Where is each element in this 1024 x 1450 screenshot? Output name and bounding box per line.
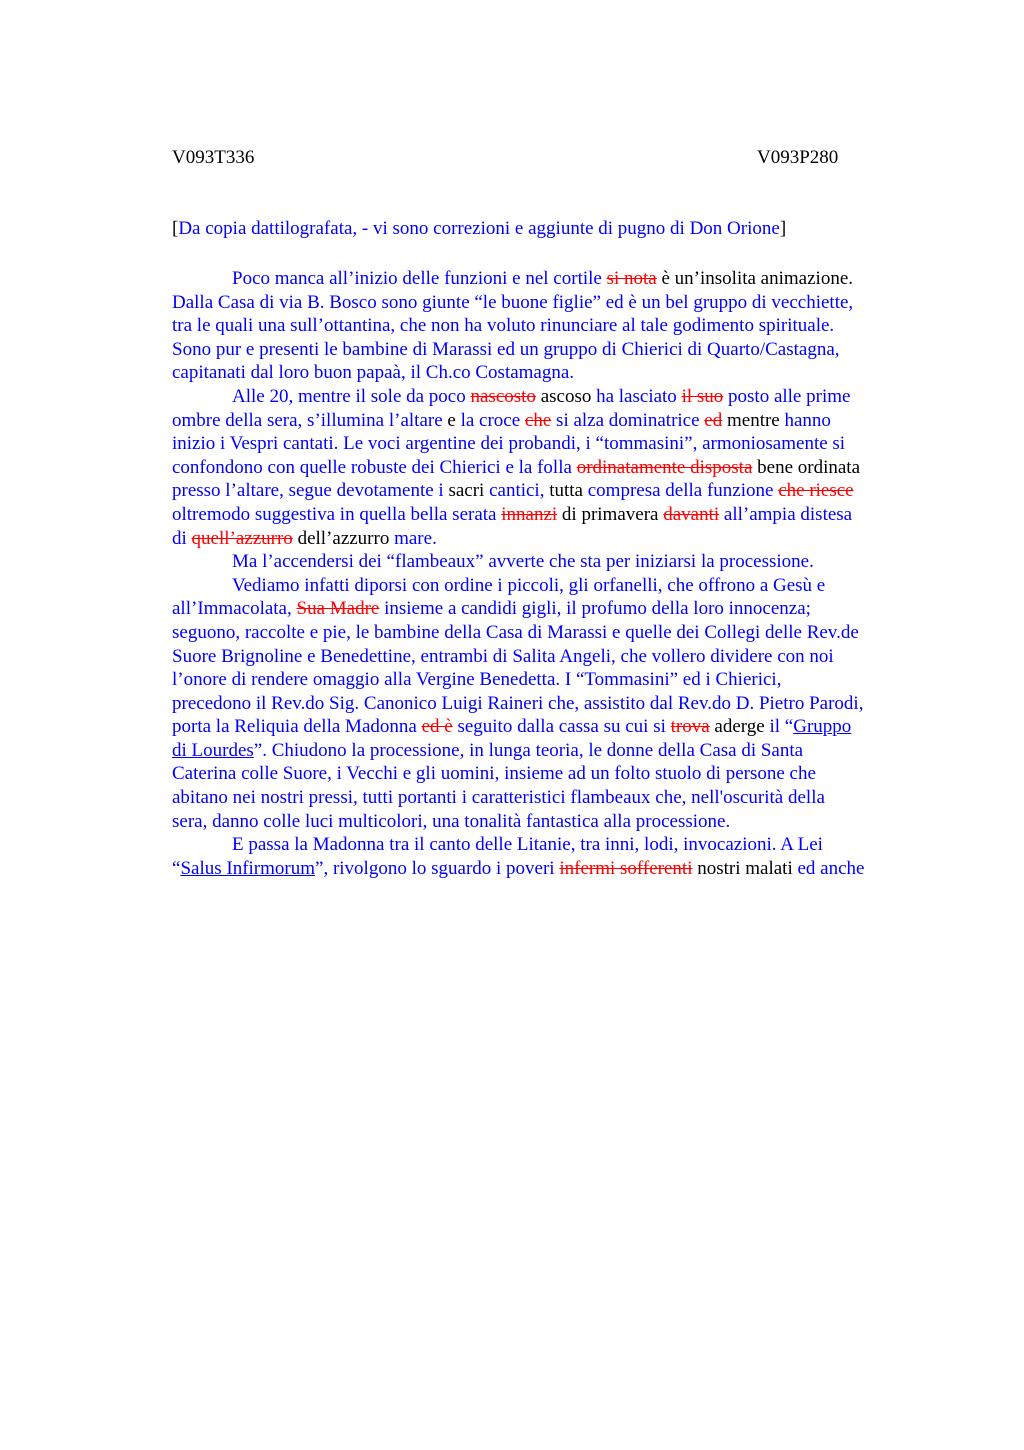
struck-text: ed [704, 409, 723, 431]
text-line [172, 291, 952, 315]
text-segment: all’ampia distesa [719, 503, 853, 525]
inserted-correction: sacri [448, 480, 485, 502]
text-segment: porta la Reliquia della Madonna [172, 716, 422, 738]
text-segment: Vediamo infatti diporsi con ordine i piccoli, gli orfanelli, che offrono a Gesù e [232, 574, 826, 596]
struck-text: nascosto [470, 385, 536, 407]
text-line [172, 314, 952, 338]
underlined-link-text: Gruppo [793, 716, 852, 738]
text-line [172, 527, 952, 551]
struck-text: innanzi [501, 503, 558, 525]
text-segment: sera, danno colle luci multicolori, una tonalità fantastica alla processione. [172, 810, 731, 832]
text-segment: la croce [455, 409, 525, 431]
text-segment: Suore Brignoline e Benedettine, entrambi di Salita Angeli, che vollero dividere con noi [172, 645, 834, 667]
inserted-correction: mentre [722, 409, 780, 431]
document-code-left: V093T336 [172, 147, 255, 168]
text-line [172, 668, 952, 692]
inserted-correction: è un’insolita animazione. [656, 268, 854, 289]
note-text: Da copia dattilografata, - vi sono correzioni e aggiunte di pugno di Don Orione [178, 218, 780, 239]
underlined-link-text: Salus Infirmorum [180, 857, 316, 879]
text-segment: Dalla Casa di via B. Bosco sono giunte “le buone figlie” ed è un bel gruppo di vecchiette, [172, 291, 854, 313]
text-segment: capitanati dal loro buon papaà, il Ch.co Costamagna. [172, 362, 575, 384]
struck-text: ordinatamente disposta [576, 456, 753, 478]
text-line [172, 267, 952, 291]
text-line [172, 550, 952, 574]
text-segment: il “ [764, 716, 794, 738]
text-segment: mare. [389, 527, 437, 549]
struck-text: il suo [681, 385, 724, 407]
text-line [172, 479, 952, 503]
text-segment: seguono, raccolte e pie, le bambine della Casa di Marassi e quelle dei Collegi delle Rev.de [172, 621, 859, 643]
editorial-note [172, 218, 786, 240]
text-line [172, 739, 952, 763]
struck-text: quell’azzurro [191, 527, 293, 549]
note-open-bracket: [ [172, 218, 179, 239]
text-segment: precedono il Rev.do Sig. Canonico Luigi Raineri che, assistito dal Rev.do D. Pietro Parodi, [172, 692, 864, 714]
struck-text: ed è [421, 716, 453, 738]
struck-text: davanti [663, 503, 720, 525]
inserted-correction: di primavera [557, 503, 664, 525]
text-line [172, 621, 952, 645]
text-segment: ”, rivolgono lo sguardo i poveri [315, 857, 560, 879]
text-line [172, 810, 952, 834]
text-segment: ed anche [792, 857, 865, 879]
text-line [172, 361, 952, 385]
text-segment: Caterina colle Suore, i Vecchi e gli uomini, insieme ad un folto stuolo di persone che [172, 763, 816, 785]
text-segment: posto alle prime [723, 385, 851, 407]
text-line [172, 645, 952, 669]
text-line [172, 338, 952, 362]
struck-text: trova [670, 716, 710, 738]
text-segment: Poco manca all’inizio delle funzioni e nel cortile [232, 268, 607, 289]
text-line [172, 762, 952, 786]
text-line [172, 503, 952, 527]
text-segment: presso l’altare, segue devotamente i [172, 480, 449, 502]
text-segment: di [172, 527, 192, 549]
text-segment: confondono con quelle robuste dei Chierici e la folla [172, 456, 577, 478]
struck-text: si nota [606, 268, 657, 289]
text-segment: tra le quali una sull’ottantina, che non ha voluto rinunciare al tale godimento spirituale. [172, 315, 835, 337]
text-line [172, 456, 952, 480]
text-segment: l’onore di rendere omaggio alla Vergine Benedetta. I “Tommasini” ed i Chierici, [172, 669, 782, 691]
text-segment: all’Immacolata, [172, 598, 297, 620]
text-segment: seguito dalla cassa su cui si [452, 716, 671, 738]
text-segment: cantici, [484, 480, 550, 502]
text-segment: si alza dominatrice [551, 409, 705, 431]
document-code-right: V093P280 [757, 147, 839, 168]
text-line [172, 409, 952, 433]
text-line [172, 786, 952, 810]
text-segment: Ma l’accendersi dei “flambeaux” avverte che sta per iniziarsi la processione. [232, 551, 814, 573]
text-segment: abitano nei nostri pressi, tutti portanti i caratteristici flambeaux che, nell'oscurità della [172, 787, 825, 809]
text-segment: hanno [779, 409, 831, 431]
text-line [172, 692, 952, 716]
struck-text: che [524, 409, 552, 431]
text-line [172, 432, 952, 456]
inserted-correction: ascoso [535, 385, 592, 407]
text-segment: insieme a candidi gigli, il profumo della loro innocenza; [379, 598, 811, 620]
text-segment: ”. Chiudono la processione, in lunga teoria, le donne della Casa di Santa [253, 739, 804, 761]
note-close-bracket: ] [779, 218, 787, 239]
text-segment: E passa la Madonna tra il canto delle Litanie, tra inni, lodi, invocazioni. A Lei [232, 834, 823, 856]
inserted-correction: bene ordinata [752, 456, 861, 478]
inserted-correction: tutta [549, 480, 583, 502]
underlined-link-text: di Lourdes [172, 739, 254, 761]
inserted-correction: dell’azzurro [292, 527, 390, 549]
text-segment: “ [172, 857, 181, 879]
text-line [172, 574, 952, 598]
inserted-correction: nostri malati [692, 857, 793, 879]
struck-text: infermi sofferenti [559, 857, 693, 879]
text-segment: Sono pur e presenti le bambine di Marassi ed un gruppo di Chierici di Quarto/Castagna, [172, 338, 840, 360]
text-line [172, 715, 952, 739]
text-segment: compresa della funzione [583, 480, 779, 502]
struck-text: che riesce [778, 480, 854, 502]
text-line [172, 833, 952, 857]
text-line [172, 857, 952, 881]
text-line [172, 385, 952, 409]
struck-text: Sua Madre [296, 598, 380, 620]
text-segment: inizio i Vespri cantati. Le voci argentine dei probandi, i “tommasini”, armoniosamente si [172, 433, 846, 455]
text-segment: oltremodo suggestiva in quella bella serata [172, 503, 502, 525]
inserted-correction: aderge [709, 716, 765, 738]
text-line [172, 597, 952, 621]
transcription-body [172, 267, 952, 880]
inserted-correction: e [447, 409, 456, 431]
text-segment: ombre della sera, s’illumina l’altare [172, 409, 448, 431]
text-segment: Alle 20, mentre il sole da poco [232, 385, 471, 407]
text-segment: ha lasciato [591, 385, 682, 407]
